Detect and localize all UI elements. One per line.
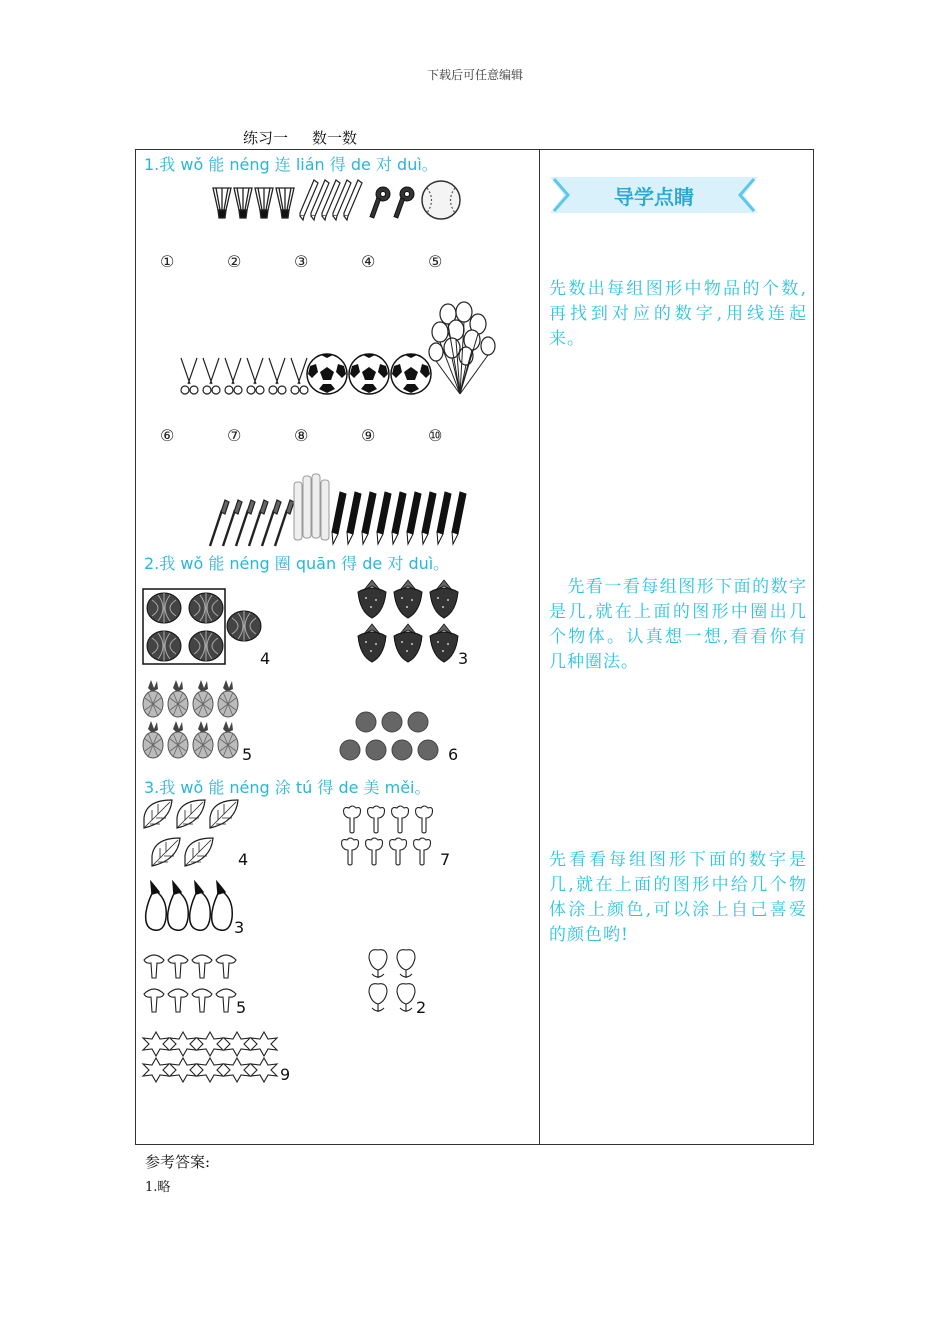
balloon-bunch [428, 302, 496, 398]
soccer-ball-group [306, 352, 434, 396]
fountain-pen-group [330, 490, 468, 550]
peach-group [336, 710, 448, 762]
label-1: ① [160, 252, 175, 271]
pineapple-group [142, 680, 246, 762]
q2-count-peach: 6 [448, 745, 459, 764]
label-3: ③ [294, 252, 309, 271]
q2-count-watermelon: 4 [260, 649, 271, 668]
mushroom-group [142, 952, 238, 1014]
header-note: 下载后可任意编辑 [426, 68, 523, 82]
q3-title: 3.我 wǒ 能 néng 涂 tú 得 de 美 měi。 [144, 778, 431, 797]
q3-count-cabbage: 7 [440, 850, 451, 869]
q2-title: 2.我 wǒ 能 néng 圈 quān 得 de 对 duì。 [144, 554, 450, 573]
label-2: ② [227, 252, 242, 271]
q3-count-star-flower: 9 [280, 1065, 291, 1084]
table-divider [539, 149, 540, 1145]
q1-title: 1.我 wǒ 能 néng 连 lián 得 de 对 duì。 [144, 155, 438, 174]
banner-title: 导学点睛 [614, 185, 694, 209]
baseball-icon [420, 179, 462, 221]
scissors-group [178, 358, 310, 398]
label-8: ⑧ [294, 426, 309, 445]
title-part1: 练习一 [243, 129, 289, 147]
leaf-group [142, 798, 242, 868]
star-flower-group [142, 1030, 284, 1084]
label-9: ⑨ [361, 426, 376, 445]
tip-color: 先看看每组图形下面的数字是几,就在上面的图形中给几个物体涂上颜色,可以涂上自己喜爱的颜色哟! [549, 850, 807, 945]
strawberry-group [354, 578, 458, 666]
toothbrush-group [208, 500, 298, 550]
answer-label: 参考答案: [145, 1153, 211, 1171]
label-7: ⑦ [227, 426, 242, 445]
tip-connect: 先数出每组图形中物品的个数,再找到对应的数字,用线连起来。 [549, 279, 807, 349]
eggplant-group [142, 878, 238, 936]
pencil-group [300, 180, 368, 222]
label-6: ⑥ [160, 426, 175, 445]
label-4: ④ [361, 252, 376, 271]
title-part2: 数一数 [312, 129, 358, 147]
label-10: ⑩ [428, 426, 443, 445]
shuttlecock-group [212, 186, 298, 222]
chalk-group [292, 472, 332, 544]
q3-count-eggplant: 3 [234, 918, 245, 937]
q3-count-mushroom: 5 [236, 998, 247, 1017]
flower-bud-group [366, 948, 420, 1014]
q2-count-pineapple: 5 [242, 745, 253, 764]
label-5: ⑤ [428, 252, 443, 271]
q3-count-leaf: 4 [238, 850, 249, 869]
answer-item-1: 1.略 [145, 1180, 171, 1195]
cabbage-group [340, 806, 442, 868]
q2-count-strawberry: 3 [458, 649, 469, 668]
tip-circle: 先看一看每组图形下面的数字是几,就在上面的图形中圈出几个物体。认真想一想,看看你有几种圈法。 [549, 577, 807, 672]
watermelon-group [142, 588, 264, 666]
page-title [243, 127, 357, 148]
key-group [368, 186, 420, 222]
q3-count-flower-bud: 2 [416, 998, 427, 1017]
